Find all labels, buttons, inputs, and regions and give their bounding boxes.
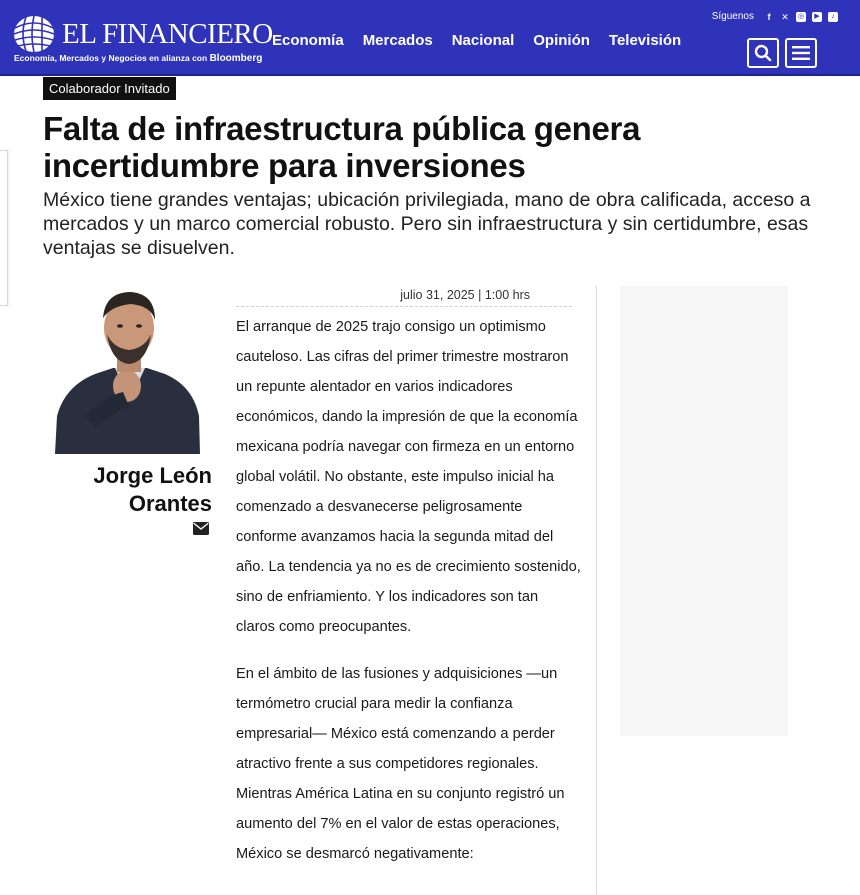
column-divider	[596, 286, 597, 895]
logo-wordmark: EL FINANCIERO	[62, 18, 273, 50]
nav-item-opinion[interactable]: Opinión	[533, 32, 590, 49]
hamburger-icon	[792, 45, 810, 61]
author-photo	[55, 288, 200, 454]
article-paragraph: El arranque de 2025 trajo consigo un optimismo cauteloso. Las cifras del primer trimestre mostraron un repunte alentador en varios indicadores económicos, dando la impresión de que la economía mexicana podría navegar con firmeza en un entorno global volátil. No obstante, este impulso inicial ha comenzado a desvanecerse peligrosamente conforme avanzamos hacia la segunda mitad del año. La tendencia ya no es de crecimiento sostenido, sino de enfriamiento. Y los indicadores son tan claros como preocupantes.	[236, 319, 581, 635]
author-portrait-image	[55, 288, 200, 454]
youtube-icon[interactable]: ▶	[812, 12, 822, 22]
logo-tagline	[14, 53, 262, 64]
tiktok-icon[interactable]: ♪	[828, 12, 838, 22]
article-subheadline: México tiene grandes ventajas; ubicación privilegiada, mano de obra calificada, acceso a mercados y un marco comercial robusto. Pero sin infraestructura y sin certidumbre, esas ventajas se disuelven.	[43, 189, 811, 259]
nav-item-economia[interactable]: Economía	[272, 32, 344, 49]
nav-item-mercados[interactable]: Mercados	[362, 32, 433, 49]
site-logo[interactable]	[12, 12, 273, 68]
instagram-icon[interactable]: ◎	[797, 12, 805, 20]
search-icon	[754, 44, 772, 62]
section-tag[interactable]: Colaborador Invitado	[43, 77, 176, 100]
author-name[interactable]: Jorge León Orantes	[93, 463, 212, 516]
x-icon[interactable]: ✕	[781, 11, 789, 22]
article-body	[236, 312, 581, 886]
logo-partner: Bloomberg	[209, 53, 263, 64]
nav-item-television[interactable]: Televisión	[608, 32, 682, 49]
social-label: Síguenos	[711, 11, 754, 22]
article-headline: Falta de infraestructura pública genera incertidumbre para inversiones	[43, 110, 641, 184]
globe-logo-icon	[12, 14, 58, 54]
facebook-icon[interactable]: f	[767, 11, 771, 22]
article-paragraph: En el ámbito de las fusiones y adquisiciones —un termómetro crucial para medir la confianza empresarial— México está comenzando a perder atractivo frente a sus competidores regionales. Mientras América Latina en su conjunto registró un aumento del 7% en el valor de estas operaciones, México se desmarcó negativamente:	[236, 666, 565, 862]
logo-tagline-text: Economía, Mercados y Negocios en alianza con	[14, 53, 208, 63]
search-button[interactable]	[747, 38, 779, 68]
publish-date: julio 31, 2025 | 1:00 hrs	[400, 288, 530, 302]
social-links	[712, 11, 838, 22]
date-row	[236, 287, 572, 307]
side-drawer-tab[interactable]	[0, 150, 8, 306]
main-nav	[272, 32, 681, 49]
nav-item-nacional[interactable]: Nacional	[451, 32, 515, 49]
site-header	[0, 0, 860, 76]
ad-slot	[620, 286, 788, 736]
envelope-icon[interactable]	[193, 522, 209, 535]
menu-button[interactable]	[785, 38, 817, 68]
